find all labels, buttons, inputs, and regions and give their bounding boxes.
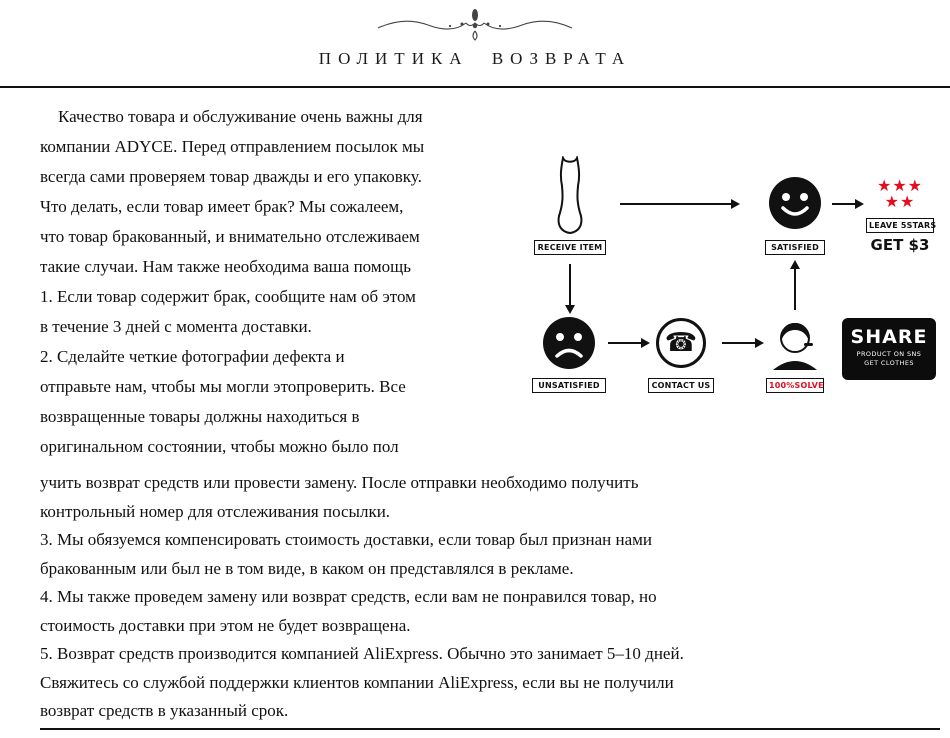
- dress-icon: [548, 156, 592, 236]
- policy-line: 1. Если товар содержит брак, сообщите нам об этом: [40, 287, 416, 306]
- unsatisfied-face-icon: [542, 316, 596, 370]
- stars-row: ★★: [884, 192, 916, 211]
- arrow-right-icon: [608, 342, 642, 344]
- policy-line: стоимость доставки при этом не будет возвращена.: [40, 615, 411, 635]
- policy-line: контрольный номер для отслеживания посылки.: [40, 501, 391, 521]
- arrow-right-icon: [722, 342, 756, 344]
- page-title: ПОЛИТИКА ВОЗВРАТА: [318, 49, 632, 68]
- customer-service-icon: [768, 316, 822, 370]
- leave-stars-label: LEAVE 5STARS: [866, 218, 934, 233]
- policy-line: 2. Сделайте четкие фотографии дефекта и: [40, 347, 345, 366]
- policy-line: компании ADYCE. Перед отправлением посылок мы: [40, 137, 425, 156]
- policy-text-left: [40, 102, 530, 462]
- flow-diagram: [530, 150, 940, 400]
- policy-line: 4. Мы также проведем замену или возврат средств, если вам не понравился товар, но: [40, 587, 657, 606]
- policy-line: такие случаи. Нам также необходима ваша помощь: [40, 257, 411, 276]
- policy-line: 5. Возврат средств производится компанией AliExpress. Обычно это занимает 5–10 дней.: [40, 644, 684, 663]
- solve-label: 100%SOLVE: [766, 378, 824, 393]
- rating-stars-icon: [864, 178, 936, 210]
- policy-line: в течение 3 дней с момента доставки.: [40, 317, 312, 336]
- unsatisfied-label: UNSATISFIED: [532, 378, 606, 393]
- contact-us-label: CONTACT US: [648, 378, 714, 393]
- banner: [0, 0, 950, 88]
- policy-line: Качество товара и обслуживание очень важны для: [58, 107, 423, 126]
- share-subtitle: PRODUCT ON SNS: [856, 350, 922, 358]
- satisfied-face-icon: [768, 176, 822, 230]
- top-section: [40, 102, 940, 462]
- get-bonus-text: GET $3: [870, 236, 930, 254]
- policy-text-bottom: [40, 469, 940, 726]
- arrow-down-icon: [569, 264, 571, 306]
- policy-line: оригинальном состоянии, чтобы можно было пол: [40, 437, 399, 456]
- footer-divider: [40, 728, 940, 730]
- phone-glyph: ☎: [664, 328, 698, 358]
- policy-line: что товар бракованный, и внимательно отслеживаем: [40, 227, 420, 246]
- stars-row: ★★★: [876, 176, 924, 195]
- policy-line: отправьте нам, чтобы мы могли этопроверить. Все: [40, 377, 406, 396]
- policy-line: Что делать, если товар имеет брак? Мы сожалеем,: [40, 197, 404, 216]
- share-title: SHARE: [850, 326, 928, 348]
- arrow-right-icon: [832, 203, 856, 205]
- policy-line: Свяжитесь со службой поддержки клиентов компании AliExpress, если вы не получили: [40, 672, 674, 692]
- policy-line: учить возврат средств или провести замену. После отправки необходимо получить: [40, 473, 639, 492]
- policy-line: всегда сами проверяем товар дважды и его упаковку.: [40, 167, 422, 186]
- arrow-right-icon: [620, 203, 732, 205]
- policy-line: возвращенные товары должны находиться в: [40, 407, 360, 426]
- share-badge: [842, 318, 936, 380]
- policy-line: бракованным или был не в том виде, в каком он представлялся в рекламе.: [40, 558, 574, 578]
- content: [0, 88, 950, 730]
- arrow-up-icon: [794, 268, 796, 310]
- policy-line: возврат средств в указанный срок.: [40, 701, 289, 720]
- satisfied-label: SATISFIED: [765, 240, 825, 255]
- policy-line: 3. Мы обязуемся компенсировать стоимость доставки, если товар был признан нами: [40, 530, 652, 549]
- share-subtitle: GET CLOTHES: [864, 359, 914, 367]
- ornament-flourish-icon: [370, 6, 580, 42]
- receive-item-label: RECEIVE ITEM: [534, 240, 606, 255]
- phone-icon: [656, 318, 706, 368]
